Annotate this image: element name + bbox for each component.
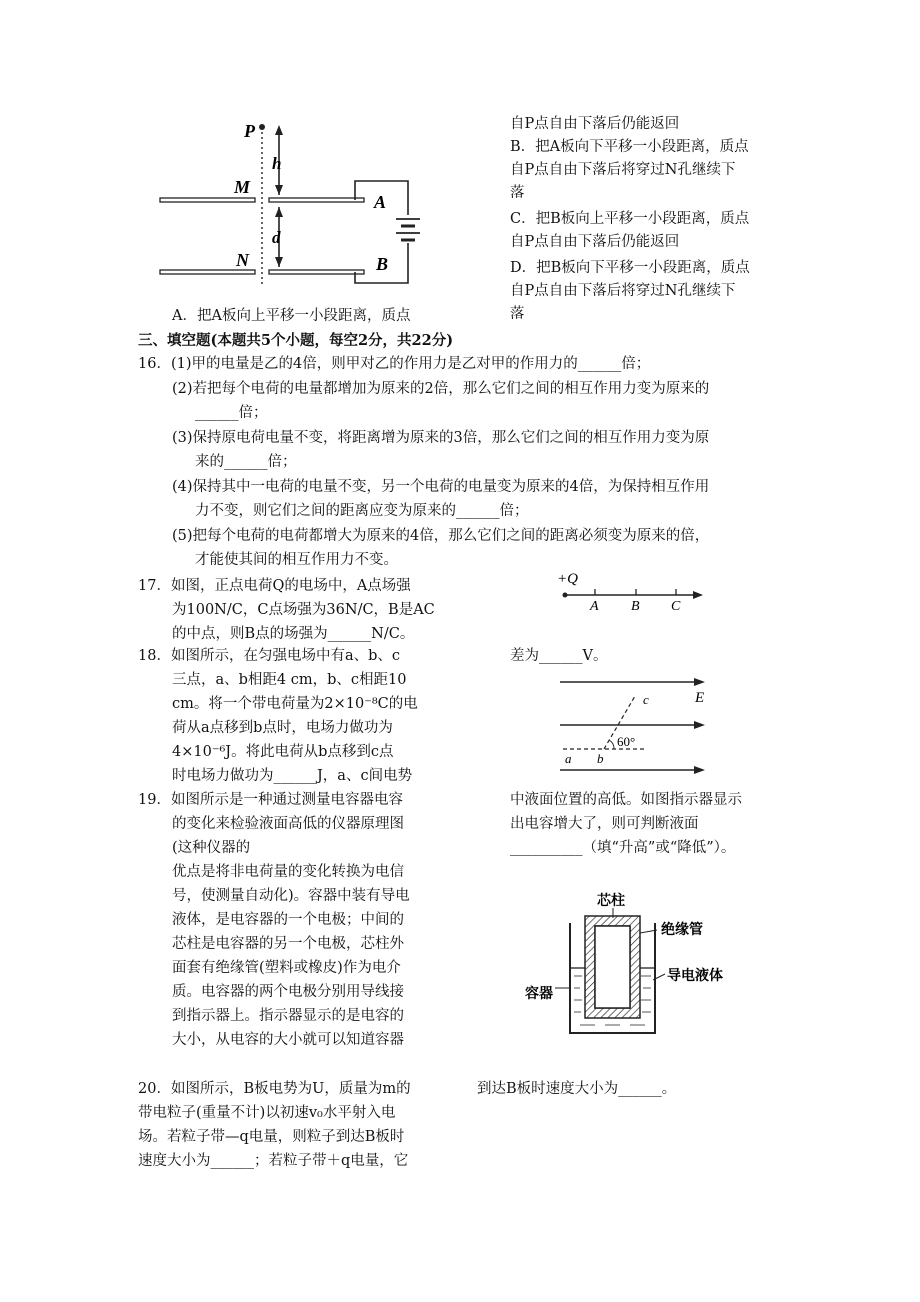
q16-line9: 才能使其间的相互作用力不变。	[195, 552, 398, 568]
q17-line3: 的中点，则B点的场强为______N/C。	[172, 626, 415, 642]
q15-option-c-line2: 自P点自由下落后仍能返回	[510, 234, 680, 250]
q20-line4: 速度大小为______；若粒子带＋q电量，它	[138, 1153, 409, 1169]
q16-line8: (5)把每个电荷的电荷都增大为原来的4倍，那么它们之间的距离必须变为原来的倍，	[172, 528, 710, 544]
capacitor-plates-figure	[150, 115, 420, 290]
q19-line4: 优点是将非电荷量的变化转换为电信	[172, 864, 404, 880]
q16-line5: 来的______倍；	[195, 454, 297, 470]
label-conductive-liquid: 导电液体	[667, 969, 723, 984]
uniform-field-figure	[555, 670, 715, 780]
q20-line3: 场。若粒子带—q电量，则粒子到达B板时	[138, 1129, 405, 1145]
label-h: h	[272, 154, 282, 173]
label-container: 容器	[525, 987, 553, 1002]
label-insulating-tube: 绝缘管	[661, 923, 703, 938]
q19-line7: 芯柱是电容器的另一个电极，芯柱外	[172, 936, 404, 952]
point-charge-field-figure	[555, 565, 715, 615]
label-a: a	[565, 751, 572, 766]
label-p: P	[244, 121, 255, 141]
q19-line3: (这种仪器的	[172, 840, 251, 856]
q19-right-line2: 出电容增大了，则可判断液面	[510, 816, 699, 832]
label-c: c	[643, 692, 649, 707]
q15-option-a: A．把A板向上平移一小段距离，质点	[172, 308, 411, 324]
label-core: 芯柱	[597, 894, 625, 909]
label-n: N	[236, 250, 249, 270]
q18-line5: 4×10⁻⁶J。将此电荷从b点移到c点	[172, 744, 394, 760]
label-a: A	[374, 192, 387, 212]
label-c: C	[671, 599, 681, 614]
q19-line10: 到指示器上。指示器显示的是电容的	[172, 1008, 404, 1024]
q19-line9: 质。电容器的两个电极分别用导线接	[172, 984, 404, 1000]
q15-option-d-line3: 落	[510, 306, 525, 322]
q19-right-line3: __________（填“升高”或“降低”）。	[510, 840, 736, 856]
q15-option-b-line2: 自P点自由下落后将穿过N孔继续下	[510, 162, 736, 178]
label-b: b	[597, 751, 604, 766]
q15-option-a-continued: 自P点自由下落后仍能返回	[510, 116, 680, 132]
label-b: B	[376, 254, 389, 274]
q16-line4: (3)保持原电荷电量不变，将距离增为原来的3倍，那么它们之间的相互作用力变为原	[172, 430, 710, 446]
section-heading: 三、填空题(本题共5个小题，每空2分，共22分)	[138, 332, 454, 349]
q15-option-d-line2: 自P点自由下落后将穿过N孔继续下	[510, 283, 736, 299]
q15-option-d-line1: D．把B板向下平移一小段距离，质点	[510, 260, 750, 276]
q16-line3: ______倍；	[195, 405, 268, 421]
label-e: E	[695, 690, 705, 706]
q16-line1: 16．(1)甲的电量是乙的4倍，则甲对乙的作用力是乙对甲的作用力的______倍；	[138, 356, 651, 372]
label-a: A	[590, 599, 599, 614]
label-d: d	[272, 228, 281, 247]
label-angle: 60°	[617, 734, 636, 749]
q18-line2: 三点，a、b相距4 cm，b、c相距10	[172, 672, 407, 688]
q20-right-line1: 到达B板时速度大小为______。	[477, 1081, 677, 1097]
label-m: M	[234, 177, 251, 197]
q19-line11: 大小，从电容的大小就可以知道容器	[172, 1032, 404, 1048]
q19-line8: 面套有绝缘管(塑料或橡皮)作为电介	[172, 960, 401, 976]
q16-line6: (4)保持其中一电荷的电量不变，另一个电荷的电量变为原来的4倍，为保持相互作用	[172, 479, 710, 495]
q20-line2: 带电粒子(重量不计)以初速v₀水平射入电	[138, 1105, 396, 1121]
q19-right-line1: 中液面位置的高低。如图指示器显示	[510, 792, 742, 808]
q17-line1: 17．如图，正点电荷Q的电场中，A点场强	[138, 578, 411, 594]
q15-option-b-line1: B．把A板向下平移一小段距离，质点	[510, 139, 749, 155]
label-b: B	[631, 599, 640, 614]
q20-line1: 20．如图所示，B板电势为U，质量为m的	[138, 1081, 411, 1097]
q19-line6: 液体，是电容器的一个电极；中间的	[172, 912, 404, 928]
q15-option-c-line1: C．把B板向上平移一小段距离，质点	[510, 211, 750, 227]
label-plus-q: +Q	[557, 571, 578, 587]
capacitance-level-figure	[525, 888, 735, 1043]
q18-line3: cm。将一个带电荷量为2×10⁻⁸C的电	[172, 696, 418, 712]
q17-line2: 为100N/C，C点场强为36N/C，B是AC	[172, 602, 435, 618]
q19-line2: 的变化来检验液面高低的仪器原理图	[172, 816, 404, 832]
q15-option-b-line3: 落	[510, 185, 525, 201]
q18-line1: 18．如图所示，在匀强电场中有a、b、c	[138, 648, 400, 664]
q18-line6: 时电场力做功为______J，a、c间电势	[172, 768, 413, 784]
q18-line4: 荷从a点移到b点时，电场力做功为	[172, 720, 393, 736]
q19-line1: 19．如图所示是一种通过测量电容器电容	[138, 792, 403, 808]
q16-line2: (2)若把每个电荷的电量都增加为原来的2倍，那么它们之间的相互作用力变为原来的	[172, 381, 710, 397]
q18-right-line1: 差为______V。	[510, 648, 608, 664]
q19-line5: 号，使测量自动化)。容器中装有导电	[172, 888, 410, 904]
q16-line7: 力不变，则它们之间的距离应变为原来的______倍；	[195, 503, 529, 519]
